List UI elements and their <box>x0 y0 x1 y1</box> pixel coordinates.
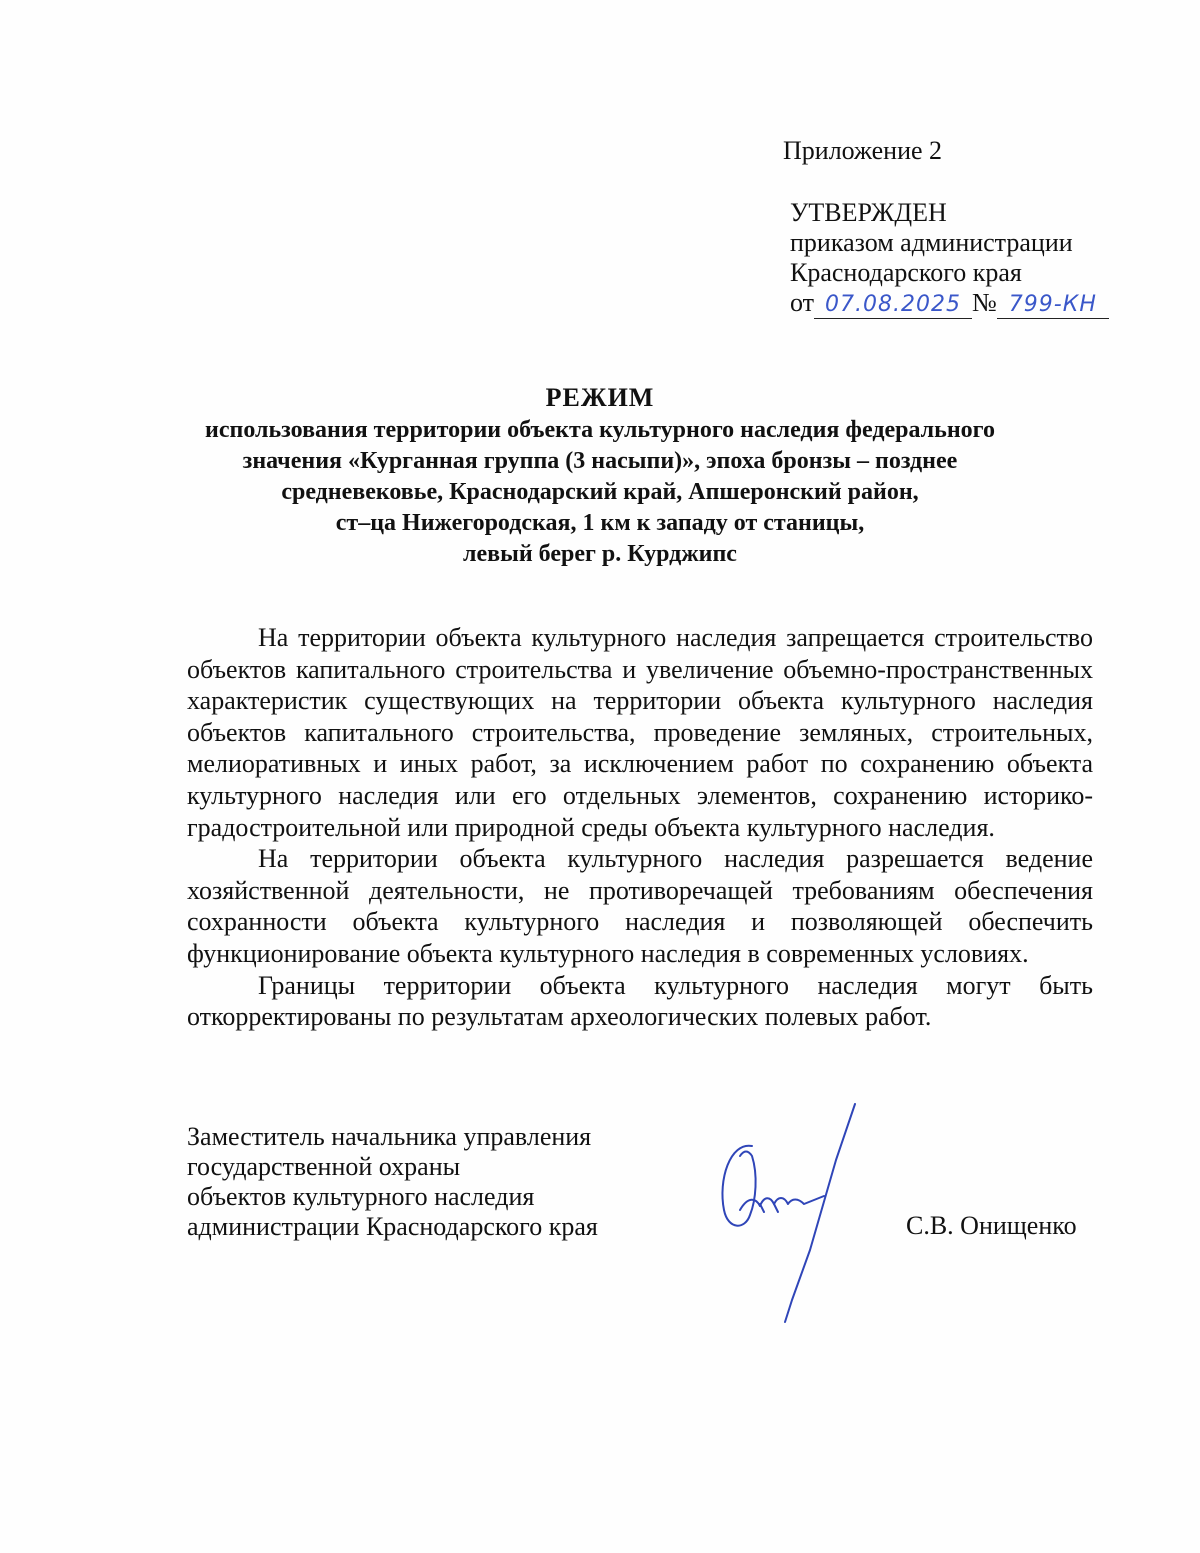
appendix-label: Приложение 2 <box>783 136 943 165</box>
title-line: левый берег р. Курджипс <box>463 541 737 567</box>
approved-line: приказом администрации <box>790 228 1073 257</box>
approval-block <box>790 198 1109 318</box>
signer-position-line: администрации Краснодарского края <box>187 1212 598 1241</box>
title-line: использования территории объекта культурного наследия федерального <box>205 417 995 443</box>
approval-date-line <box>790 288 1109 318</box>
signer-position-line: государственной охраны <box>187 1152 461 1181</box>
body-paragraph: Границы территории объекта культурного наследия могут быть откорректированы по результатам археологических полевых работ. <box>187 970 1093 1032</box>
signer-position <box>187 1122 598 1242</box>
signer-position-line: Заместитель начальника управления <box>187 1122 592 1151</box>
document-body <box>187 622 1093 1033</box>
signer-position-line: объектов культурного наследия <box>187 1182 535 1211</box>
date-prefix: от <box>790 288 815 317</box>
body-paragraph: На территории объекта культурного наследия разрешается ведение хозяйственной деятельности, не противоречащей требованиям обеспечения сохранности объекта культурного наследия и позволяющей обеспечить функционирование объекта культурного наследия в современных условиях. <box>187 844 1093 968</box>
title-line: значения «Курганная группа (3 насыпи)», эпоха бронзы – позднее <box>242 448 958 474</box>
document-title <box>150 381 1050 570</box>
approved-line: Краснодарского края <box>790 258 1022 287</box>
title-line: ст–ца Нижегородская, 1 км к западу от станицы, <box>335 510 865 536</box>
signer-name: С.В. Онищенко <box>906 1211 1077 1240</box>
approved-line: УТВЕРЖДЕН <box>790 198 947 227</box>
handwritten-signature <box>700 1100 870 1330</box>
body-paragraph: На территории объекта культурного наследия запрещается строительство объектов капитального строительства и увеличение объемно-пространственных характеристик существующих на территории объекта культурного наследия объектов капитального строительства, проведение земляных, строительных, мелиоративных и иных работ, за исключением работ по сохранению объекта культурного наследия или его отдельных элементов, сохранению историко-градостроительной или природной среды объекта культурного наследия. <box>187 623 1093 842</box>
handwritten-number: 799-КН <box>997 292 1109 319</box>
handwritten-date: 07.08.2025 <box>814 292 972 319</box>
title-main: РЕЖИМ <box>545 383 655 412</box>
number-prefix: № <box>972 288 997 317</box>
title-line: средневековье, Краснодарский край, Апшеронский район, <box>281 479 919 505</box>
